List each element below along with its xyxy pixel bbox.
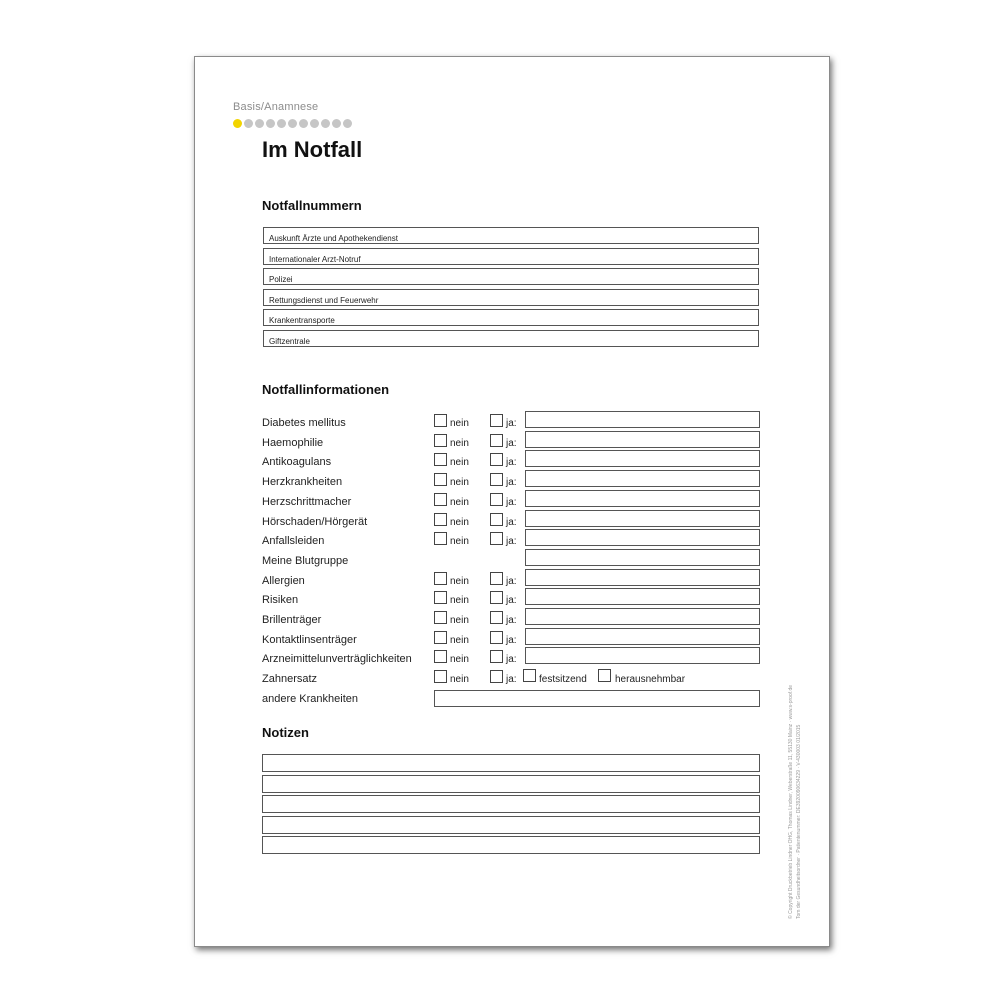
condition-label: Meine Blutgruppe xyxy=(262,554,349,567)
yes-label: ja: xyxy=(506,674,517,686)
yes-label: ja: xyxy=(506,457,517,469)
no-checkbox[interactable] xyxy=(434,670,447,683)
fixed-checkbox[interactable] xyxy=(523,669,536,682)
no-checkbox[interactable] xyxy=(434,591,447,604)
condition-detail-field[interactable] xyxy=(525,569,760,586)
copyright-line-2: Tom der Gesundheitsordner · Patientenummer: DE3920090634229 · V-430003 01/2015 xyxy=(796,724,802,919)
no-checkbox[interactable] xyxy=(434,513,447,526)
condition-detail-field[interactable] xyxy=(525,628,760,645)
emergency-number-field[interactable] xyxy=(263,227,759,244)
condition-detail-field[interactable] xyxy=(525,588,760,605)
progress-dot xyxy=(288,119,297,128)
yes-label: ja: xyxy=(506,516,517,528)
notes-line[interactable] xyxy=(262,795,760,813)
notes-line[interactable] xyxy=(262,816,760,834)
no-checkbox[interactable] xyxy=(434,650,447,663)
emergency-number-label: Rettungsdienst und Feuerwehr xyxy=(269,295,379,305)
yes-checkbox[interactable] xyxy=(490,650,503,663)
condition-detail-field[interactable] xyxy=(525,450,760,467)
condition-detail-field[interactable] xyxy=(525,529,760,546)
fixed-label: festsitzend xyxy=(539,674,587,686)
copyright-note xyxy=(787,685,803,919)
no-label: nein xyxy=(450,457,469,469)
condition-detail-field[interactable] xyxy=(525,647,760,664)
no-checkbox[interactable] xyxy=(434,453,447,466)
yes-checkbox[interactable] xyxy=(490,670,503,683)
emergency-number-field[interactable] xyxy=(263,268,759,285)
form-page xyxy=(194,56,830,947)
condition-label: Anfallsleiden xyxy=(262,535,325,548)
notes-line[interactable] xyxy=(262,775,760,793)
condition-label: Haemophilie xyxy=(262,436,324,449)
yes-label: ja: xyxy=(506,437,517,449)
breadcrumb: Basis/Anamnese xyxy=(233,101,319,113)
emergency-number-field[interactable] xyxy=(263,289,759,306)
no-checkbox[interactable] xyxy=(434,473,447,486)
other-diseases-field[interactable] xyxy=(434,690,760,707)
yes-label: ja: xyxy=(506,496,517,508)
removable-checkbox[interactable] xyxy=(598,669,611,682)
yes-label: ja: xyxy=(506,595,517,607)
yes-checkbox[interactable] xyxy=(490,434,503,447)
no-checkbox[interactable] xyxy=(434,572,447,585)
section-heading-notizen: Notizen xyxy=(262,725,309,740)
progress-dot xyxy=(321,119,330,128)
progress-dot xyxy=(255,119,264,128)
no-checkbox[interactable] xyxy=(434,611,447,624)
progress-dot xyxy=(332,119,341,128)
yes-label: ja: xyxy=(506,654,517,666)
no-label: nein xyxy=(450,575,469,587)
condition-label: Allergien xyxy=(262,574,305,587)
yes-checkbox[interactable] xyxy=(490,493,503,506)
progress-dot xyxy=(277,119,286,128)
no-checkbox[interactable] xyxy=(434,434,447,447)
no-label: nein xyxy=(450,615,469,626)
emergency-number-label: Auskunft Ärzte und Apothekendienst xyxy=(269,234,398,243)
condition-label: Diabetes mellitus xyxy=(262,417,346,429)
emergency-number-field[interactable] xyxy=(263,309,759,326)
yes-checkbox[interactable] xyxy=(490,611,503,624)
yes-label: ja: xyxy=(506,418,517,429)
notes-line[interactable] xyxy=(262,754,760,772)
condition-label: Herzschrittmacher xyxy=(262,495,352,508)
emergency-number-label: Internationaler Arzt-Notruf xyxy=(269,254,361,264)
emergency-number-label: Polizei xyxy=(269,275,293,284)
no-label: nein xyxy=(450,634,469,646)
removable-label: herausnehmbar xyxy=(615,674,686,686)
yes-checkbox[interactable] xyxy=(490,631,503,644)
emergency-number-field[interactable] xyxy=(263,248,759,265)
progress-dot xyxy=(343,119,352,128)
condition-detail-field[interactable] xyxy=(525,411,760,428)
no-label: nein xyxy=(450,437,469,449)
no-checkbox[interactable] xyxy=(434,414,447,427)
page-title: Im Notfall xyxy=(262,137,363,162)
section-heading-notfallinformationen: Notfallinformationen xyxy=(262,382,390,397)
condition-label: Antikoagulans xyxy=(262,456,332,469)
condition-detail-field[interactable] xyxy=(525,470,760,487)
yes-checkbox[interactable] xyxy=(490,591,503,604)
yes-label: ja: xyxy=(506,634,517,646)
condition-label: Brillenträger xyxy=(262,614,322,626)
condition-detail-field[interactable] xyxy=(525,431,760,448)
no-label: nein xyxy=(450,477,469,489)
other-diseases-label: andere Krankheiten xyxy=(262,692,359,705)
copyright-line-1: © Copyright Druckbetrieb Lindner OHG, Thomas Lindner, Weberstraße 11, 55130 Mainz · www.s-proof.de xyxy=(788,684,794,919)
emergency-number-label: Krankentransporte xyxy=(269,316,335,325)
condition-detail-field[interactable] xyxy=(525,490,760,507)
no-label: nein xyxy=(450,496,469,508)
condition-detail-field[interactable] xyxy=(525,510,760,527)
progress-dot xyxy=(299,119,308,128)
yes-checkbox[interactable] xyxy=(490,513,503,526)
yes-label: ja: xyxy=(506,477,517,489)
yes-label: ja: xyxy=(506,536,517,548)
no-label: nein xyxy=(450,516,469,528)
emergency-number-field[interactable] xyxy=(263,330,759,347)
no-checkbox[interactable] xyxy=(434,532,447,545)
progress-dot xyxy=(244,119,253,128)
condition-label: Arzneimittelunverträglichkeiten xyxy=(262,653,412,666)
yes-checkbox[interactable] xyxy=(490,414,503,427)
progress-dots xyxy=(233,119,354,128)
yes-checkbox[interactable] xyxy=(490,473,503,486)
no-checkbox[interactable] xyxy=(434,631,447,644)
dentures-label: Zahnersatz xyxy=(262,673,318,686)
no-label: nein xyxy=(450,595,469,607)
no-label: nein xyxy=(450,654,469,666)
yes-label: ja: xyxy=(506,575,517,587)
progress-dot xyxy=(266,119,275,128)
progress-dot-active xyxy=(233,119,242,128)
yes-checkbox[interactable] xyxy=(490,532,503,545)
no-label: nein xyxy=(450,536,469,548)
condition-label: Risiken xyxy=(262,594,299,607)
condition-detail-field[interactable] xyxy=(525,549,760,566)
no-checkbox[interactable] xyxy=(434,493,447,506)
emergency-number-label: Giftzentrale xyxy=(269,336,310,346)
no-label: nein xyxy=(450,418,469,429)
progress-dot xyxy=(310,119,319,128)
condition-label: Herzkrankheiten xyxy=(262,476,343,489)
notes-line[interactable] xyxy=(262,836,760,854)
no-label: nein xyxy=(450,674,469,686)
condition-label: Hörschaden/Hörgerät xyxy=(262,515,368,528)
section-heading-notfallnummern: Notfallnummern xyxy=(262,198,362,213)
yes-checkbox[interactable] xyxy=(490,453,503,466)
yes-label: ja: xyxy=(506,615,517,626)
condition-detail-field[interactable] xyxy=(525,608,760,625)
condition-label: Kontaktlinsenträger xyxy=(262,633,357,646)
yes-checkbox[interactable] xyxy=(490,572,503,585)
